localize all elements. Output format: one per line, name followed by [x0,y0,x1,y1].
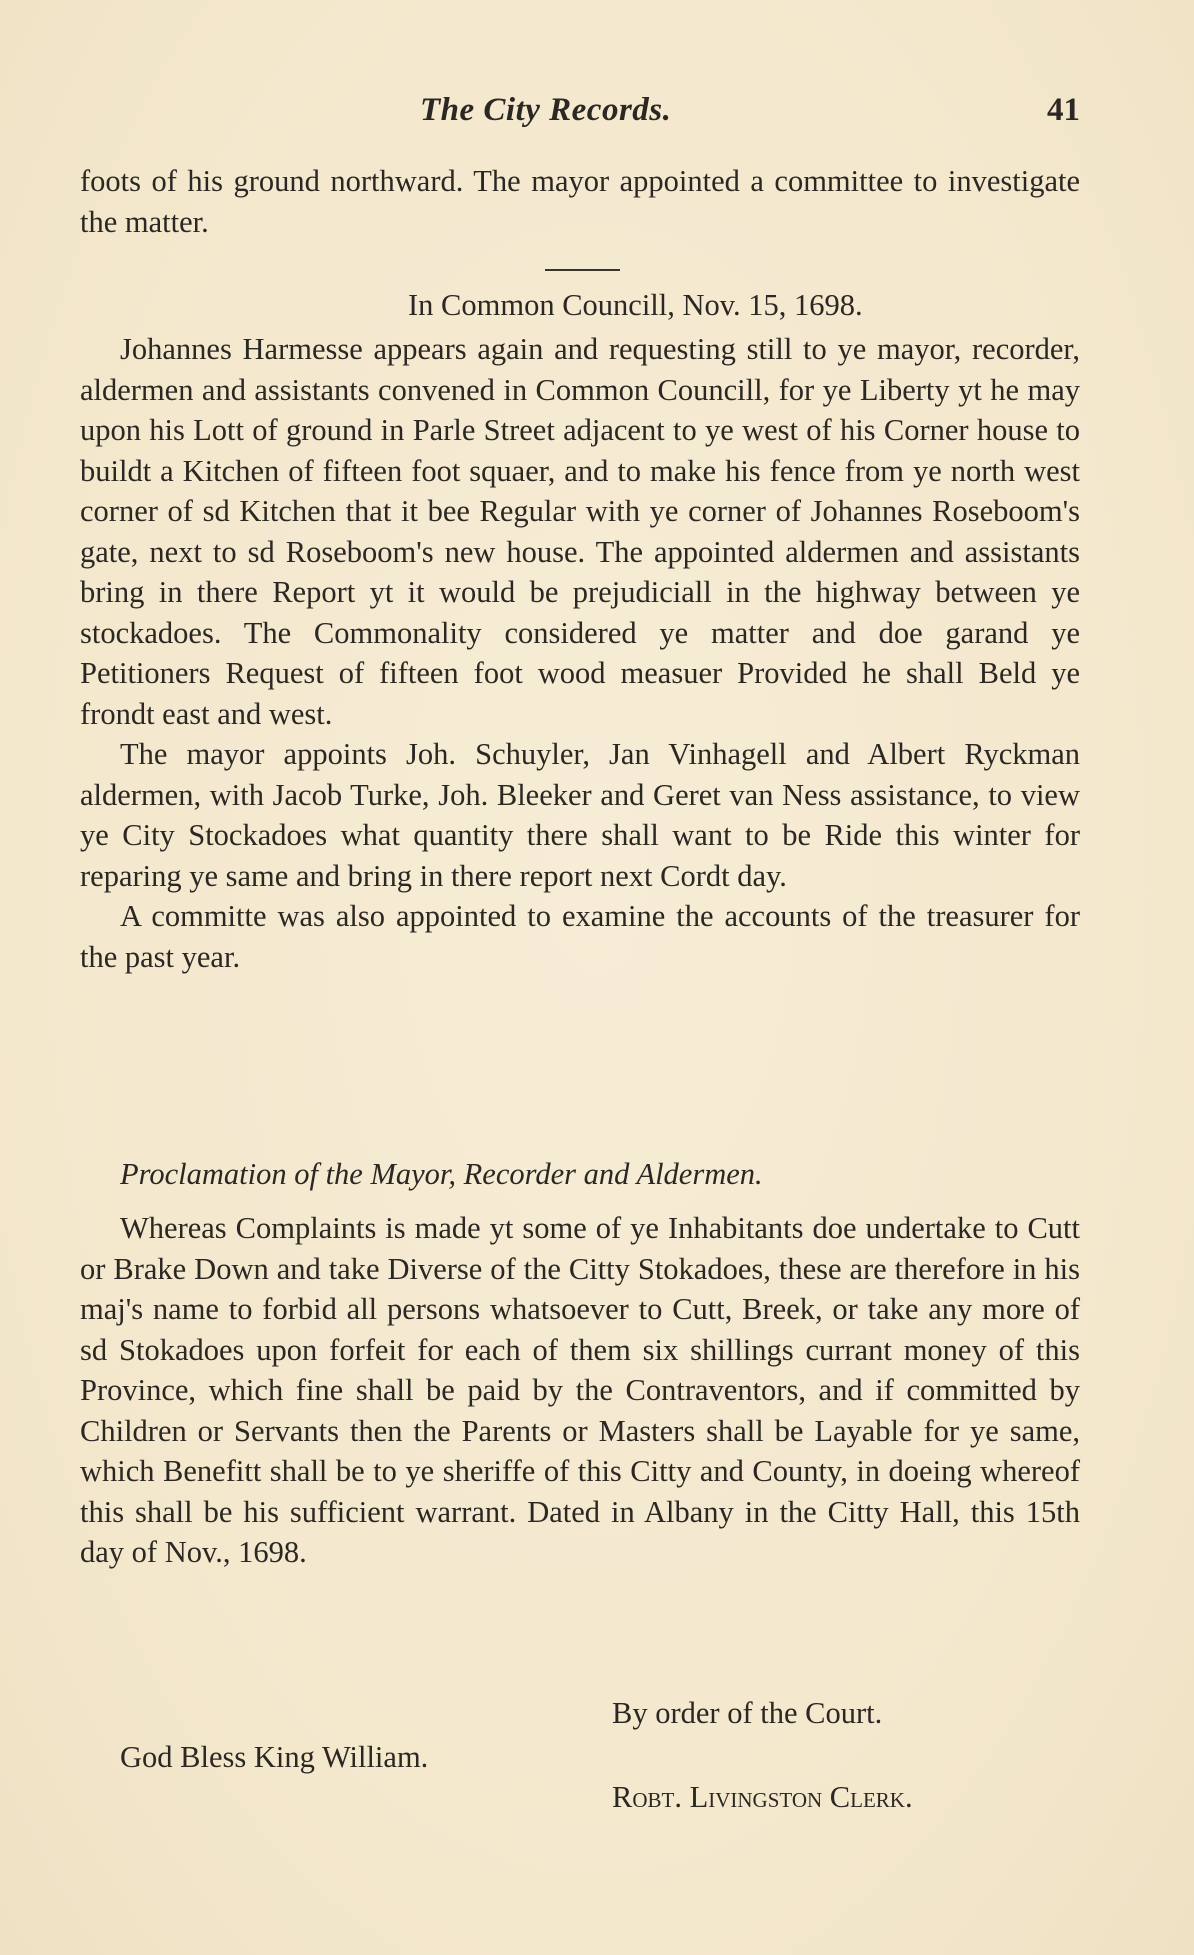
order-of-court: By order of the Court. [612,1696,883,1730]
continuation-text: foots of his ground northward. The mayor appointed a committee to investigate the matter. [80,164,1080,239]
clerk-signature: Robt. Livingston Clerk. [612,1780,913,1814]
running-title: The City Records. [420,92,672,128]
closing-blessing: God Bless King William. [120,1740,429,1774]
council-dateline: In Common Councill, Nov. 15, 1698. [408,288,863,322]
council-paragraph-3: A committe was also appointed to examine the accounts of the treasurer for the past year. [80,899,1080,974]
proclamation-text: Whereas Complaints is made yt some of ye Inhabitants doe undertake to Cutt or Brake Down and take Diverse of the Citty Stokadoes, these are therefore in his maj's name to forbid all persons whatsoever to Cutt, Breek, or take any more of sd Stokadoes upon forfeit for each of them six shillings currant money of this Province, which fine shall be paid by the Contraventors, and if committed by Children or Servants then the Parents or Masters shall be Layable for ye same, which Benefitt shall be to ye sheriffe of this Citty and County, in doeing whereof this shall be his sufficient warrant. Dated in Albany in the Citty Hall, this 15th day of Nov., 1698. [80,1211,1080,1569]
page-header [80,92,1080,142]
page-number: 41 [1047,92,1080,128]
proclamation-body [80,1208,1080,1573]
section-divider [545,269,620,271]
council-paragraph-1: Johannes Harmesse appears again and requesting still to ye mayor, recorder, aldermen and assistants convened in Common Councill, for ye Liberty yt he may upon his Lott of ground in Parle Street adjacent to ye west of his Corner house to buildt a Kitchen of fifteen foot squaer, and to make his fence from ye north west corner of sd Kitchen that it bee Regular with ye corner of Johannes Roseboom's gate, next to sd Roseboom's new house. The appointed aldermen and assistants bring in there Report yt it would be prejudiciall in the highway between ye stockadoes. The Commonality considered ye matter and doe garand ye Petitioners Request of fifteen foot wood measuer Provided he shall Beld ye frondt east and west. [80,332,1080,731]
council-minutes [80,329,1080,977]
continuation-paragraph [80,161,1080,242]
proclamation-heading: Proclamation of the Mayor, Recorder and Aldermen. [120,1157,763,1191]
council-paragraph-2: The mayor appoints Joh. Schuyler, Jan Vinhagell and Albert Ryckman aldermen, with Jacob Turke, Joh. Bleeker and Geret van Ness assistance, to view ye City Stockadoes what quantity there shall want to be Ride this winter for reparing ye same and bring in there report next Cordt day. [80,737,1080,893]
